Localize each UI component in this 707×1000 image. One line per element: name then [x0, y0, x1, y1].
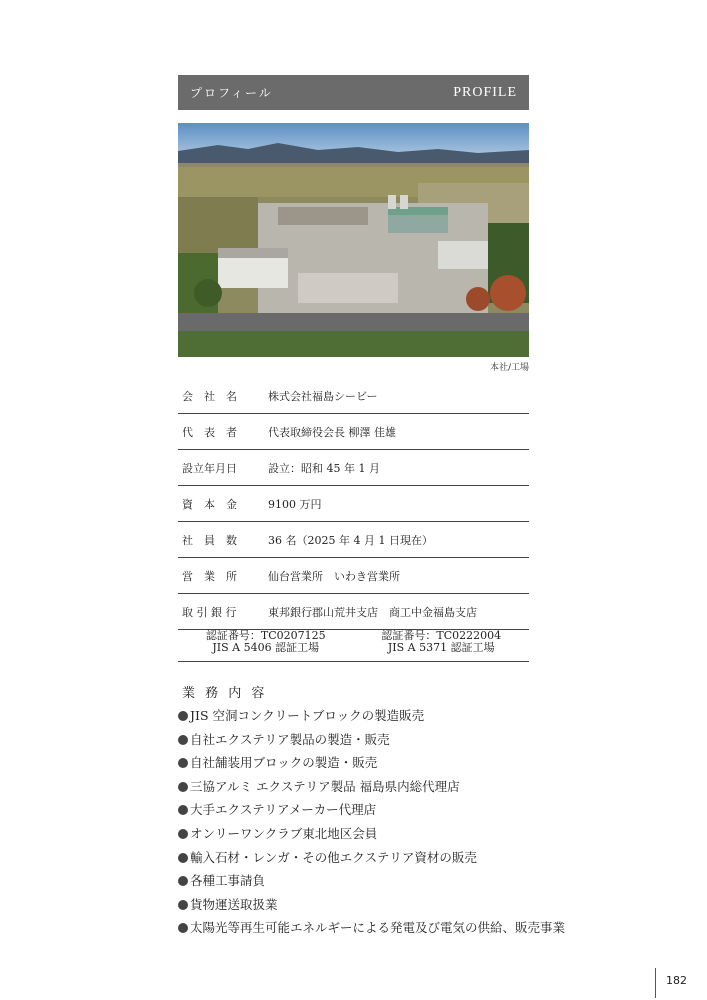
certification-number: 認証番号：TC0207125 — [205, 629, 326, 642]
list-item — [178, 704, 565, 728]
business-item: 各種工事請負 — [190, 873, 266, 889]
info-value: 株式会社福島シービー — [268, 389, 378, 403]
certification-2 — [354, 627, 530, 661]
bullet-icon — [178, 758, 188, 768]
info-row-banks — [178, 594, 529, 630]
bullet-icon — [178, 782, 188, 792]
list-item — [178, 893, 565, 917]
bullet-icon — [178, 711, 188, 721]
business-item: 自社舗装用ブロックの製造・販売 — [190, 755, 378, 771]
certification-standard: JIS A 5371 認証工場 — [387, 641, 495, 654]
info-label: 営 業 所 — [182, 569, 237, 583]
info-value: 代表取締役会長 柳澤 佳雄 — [268, 425, 396, 439]
business-item: 大手エクステリアメーカー代理店 — [190, 802, 377, 818]
business-list — [178, 704, 565, 940]
business-item: 自社エクステリア製品の製造・販売 — [190, 731, 390, 747]
certification-number: 認証番号：TC0222004 — [381, 629, 502, 642]
info-label: 会 社 名 — [182, 389, 237, 403]
info-row-representative — [178, 414, 529, 450]
list-item — [178, 869, 565, 893]
info-value: 36 名（2025 年 4 月 1 日現在） — [268, 533, 433, 547]
list-item — [178, 916, 565, 940]
info-row-employees — [178, 522, 529, 558]
profile-header — [178, 75, 529, 110]
info-label: 資 本 金 — [182, 497, 237, 511]
info-value: 仙台営業所 いわき営業所 — [268, 569, 400, 583]
certification-standard: JIS A 5406 認証工場 — [212, 641, 320, 654]
header-title-en: PROFILE — [453, 84, 517, 100]
list-item — [178, 751, 565, 775]
bullet-icon — [178, 900, 188, 910]
list-item — [178, 822, 565, 846]
headquarters-aerial-photo — [178, 123, 529, 357]
info-row-established — [178, 450, 529, 486]
business-item: 貨物運送取扱業 — [190, 896, 278, 912]
info-value: 9100 万円 — [268, 497, 322, 511]
list-item — [178, 798, 565, 822]
page-number: 182 — [666, 974, 687, 987]
business-item: オンリーワンクラブ東北地区会員 — [190, 825, 378, 841]
business-item: 三協アルミ エクステリア製品 福島県内総代理店 — [190, 778, 460, 794]
bullet-icon — [178, 876, 188, 886]
business-item: 輸入石材・レンガ・その他エクステリア資材の販売 — [190, 849, 477, 865]
info-label: 社 員 数 — [182, 533, 237, 547]
info-row-offices — [178, 558, 529, 594]
bullet-icon — [178, 829, 188, 839]
business-item: 太陽光等再生可能エネルギーによる発電及び電気の供給、販売事業 — [190, 920, 566, 936]
certification-1 — [178, 627, 354, 661]
page-number-divider — [655, 968, 656, 998]
info-value: 設立：昭和 45 年 1 月 — [268, 461, 380, 475]
photo-caption: 本社/工場 — [489, 363, 529, 373]
business-item: JIS 空洞コンクリートブロックの製造販売 — [190, 708, 425, 723]
bullet-icon — [178, 923, 188, 933]
bullet-icon — [178, 735, 188, 745]
info-label: 代 表 者 — [182, 425, 237, 439]
business-title: 業 務 内 容 — [182, 686, 268, 701]
info-value: 東邦銀行郡山荒井支店 商工中金福島支店 — [268, 605, 477, 619]
list-item — [178, 775, 565, 799]
info-label: 設立年月日 — [182, 461, 237, 475]
aerial-photo-illustration — [178, 123, 529, 357]
bullet-icon — [178, 805, 188, 815]
info-row-company-name — [178, 378, 529, 414]
header-title-jp: プロフィール — [190, 86, 273, 100]
info-row-capital — [178, 486, 529, 522]
list-item — [178, 728, 565, 752]
info-label: 取 引 銀 行 — [182, 605, 237, 619]
certifications — [178, 627, 529, 662]
bullet-icon — [178, 853, 188, 863]
list-item — [178, 846, 565, 870]
company-info-table — [178, 378, 529, 630]
